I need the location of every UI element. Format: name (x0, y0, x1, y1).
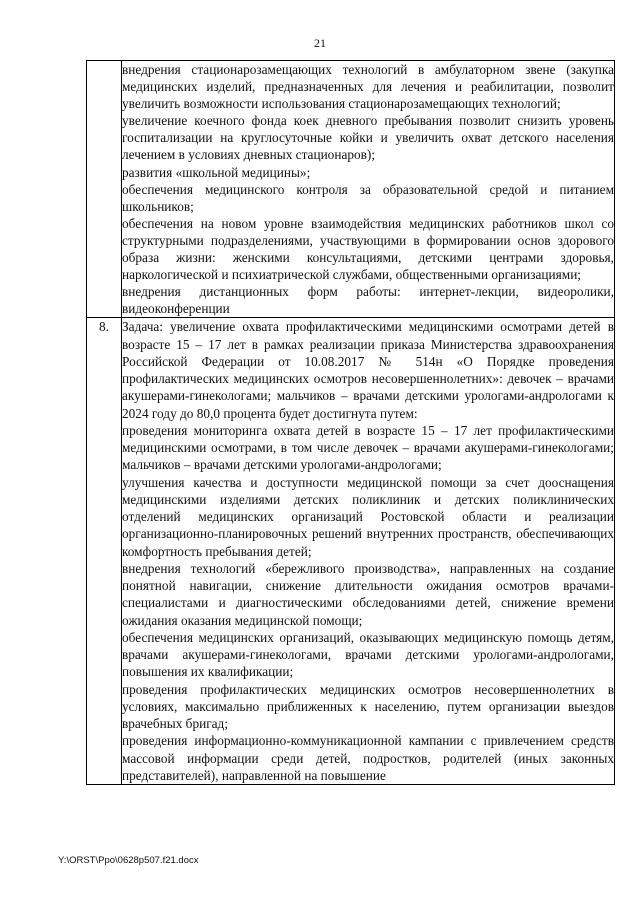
paragraph: улучшения качества и доступности медицинской помощи за счет дооснащения медицинскими изделиями детских поликлиник и детских поликлинических отделений медицинских организаций Ростовской области и реализации организационно-планировочных решений внутренних пространств, обеспечивающих комфортность пребывания детей; (122, 474, 614, 559)
paragraph: внедрения технологий «бережливого производства», направленных на создание понятной навигации, снижение длительности ожидания осмотров врачами-специалистами и диагностическими обследованиями детей, снижение времени ожидания оказания медицинской помощи; (122, 560, 614, 628)
paragraph: обеспечения на новом уровне взаимодействия медицинских работников школ со структурными подразделениями, участвующими в формировании основ здорового образа жизни: женскими консультациями, детскими центрами здоровья, наркологической и психиатрической службами, общественными организациями; (122, 215, 614, 283)
row-number: 8. (87, 318, 122, 785)
paragraph: развития «школьной медицины»; (122, 164, 311, 180)
row-content (122, 61, 615, 318)
paragraph: проведения мониторинга охвата детей в возрасте 15 – 17 лет профилактическими медицинскими осмотрами, в том числе девочек – врачами акушерами-гинекологами; мальчиков – врачами детскими урологами-андрологами; (122, 422, 614, 473)
page-number: 21 (314, 36, 326, 50)
paragraph: внедрения стационарозамещающих технологий в амбулаторном звене (закупка медицинских изделий, предназначенных для лечения и реабилитации, позволит увеличить возможности использования стационарозамещающих технологий; (122, 62, 614, 112)
table-row (87, 318, 615, 785)
paragraph: обеспечения медицинских организаций, оказывающих медицинскую помощь детям, врачами акушерами-гинекологами, врачами детскими урологами-андрологами, повышения их квалификации; (122, 629, 614, 680)
paragraph: Задача: увеличение охвата профилактическими медицинскими осмотрами детей в возрасте 15 – 17 лет в рамках реализации приказа Министерства здравоохранения Российской Федерации от 10.08.2017 № 514н «О Порядке проведения профилактических медицинских осмотров несовершеннолетних»: девочек – врачами акушерами-гинекологами; мальчиков – врачами детскими урологами-андрологами к 2024 году до 80,0 процента будет достигнута путем: (122, 319, 614, 421)
row-number (87, 61, 122, 318)
row-content (122, 318, 615, 785)
file-path-footer: Y:\ORST\Ppo\0628p507.f21.docx (58, 855, 199, 866)
paragraph: внедрения дистанционных форм работы: интернет-лекции, видеоролики, видеоконференции (122, 284, 614, 317)
paragraph: увеличение коечного фонда коек дневного пребывания позволит снизить уровень госпитализации на круглосуточные койки и увеличить охват детского населения лечением в условиях дневных стационаров); (122, 113, 614, 163)
paragraph: обеспечения медицинского контроля за образовательной средой и питанием школьников; (122, 181, 614, 214)
document-table (86, 60, 615, 785)
paragraph: проведения информационно-коммуникационной кампании с привлечением средств массовой информации среди детей, подростков, родителей (иных законных представителей), направленной на повышение (122, 733, 614, 783)
table-row (87, 61, 615, 318)
paragraph: проведения профилактических медицинских осмотров несовершеннолетних в условиях, максимально приближенных к населению, путем организации выездов врачебных бригад; (122, 681, 614, 732)
